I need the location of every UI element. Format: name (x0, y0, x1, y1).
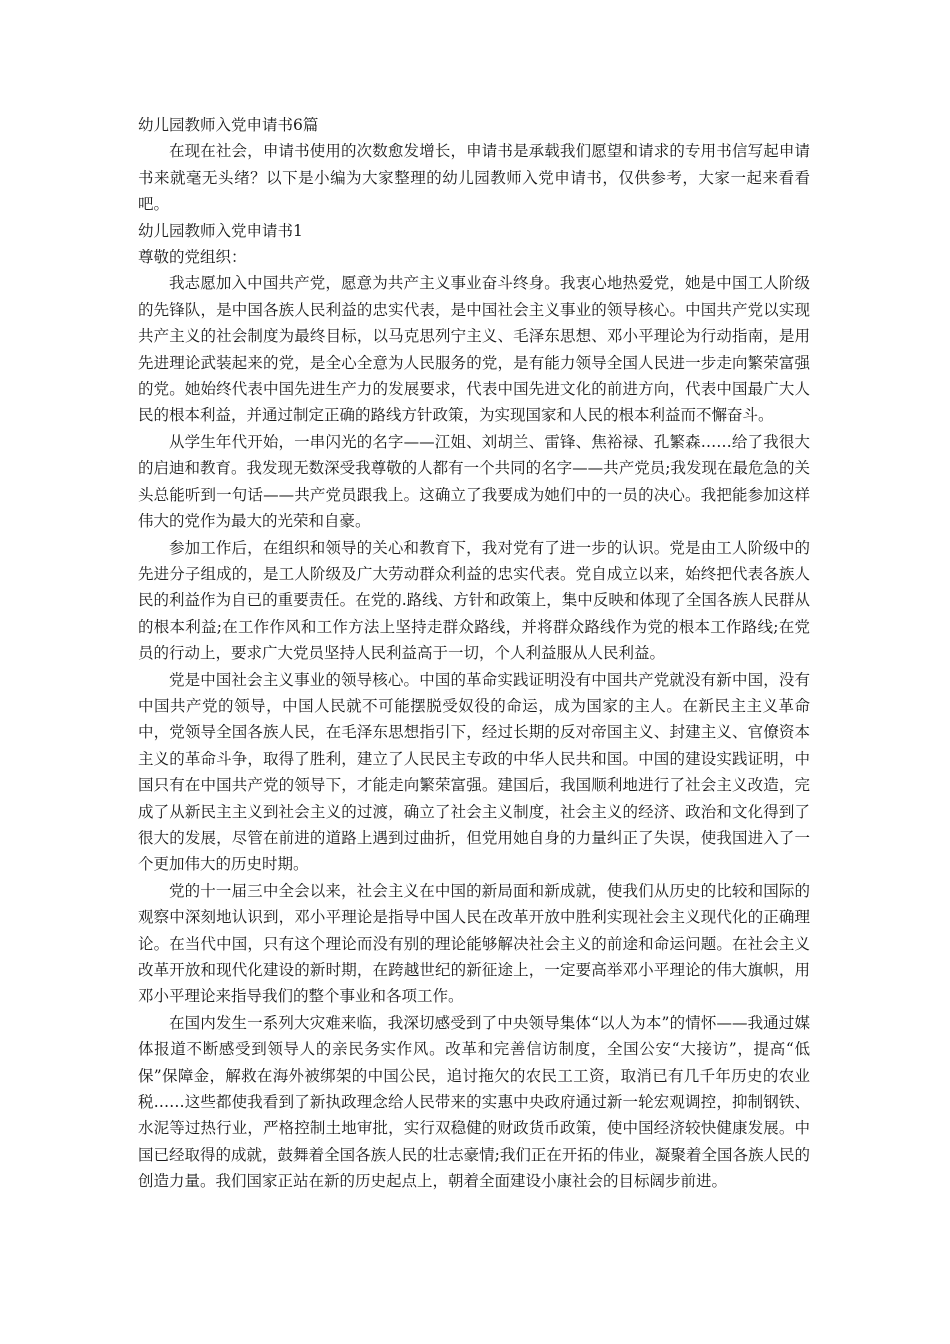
body-paragraph-6: 在国内发生一系列大灾难来临，我深切感受到了中央领导集体“以人为本”的情怀——我通过媒体报道不断感受到领导人的亲民务实作风。改革和完善信访制度，全国公安“大接访”，提高“低保”保障金，解救在海外被绑架的中国公民，追讨拖欠的农民工工资，取消已有几千年历史的农业税……这些都使我看到了新执政理念给人民带来的实惠中央政府通过新一轮宏观调控，抑制钢铁、水泥等过热行业，严格控制土地审批，实行双稳健的财政货币政策，使中国经济较快健康发展。中国已经取得的成就，鼓舞着全国各族人民的壮志豪情;我们正在开拓的伟业，凝聚着全国各族人民的创造力量。我们国家正站在新的历史起点上，朝着全面建设小康社会的目标阔步前进。 (138, 1013, 810, 1191)
body-paragraph-2: 从学生年代开始，一串闪光的名字——江姐、刘胡兰、雷锋、焦裕禄、孔繁森……给了我很大的启迪和教育。我发现无数深受我尊敬的人都有一个共同的名字——共产党员;我发现在最危急的关头总能听到一句话——共产党员跟我上。这确立了我要成为她们中的一员的决心。我把能参加这样伟大的党作为最大的光荣和自豪。 (138, 432, 810, 531)
document-body (138, 112, 810, 1195)
intro-paragraph: 在现在社会，申请书使用的次数愈发增长，申请书是承载我们愿望和请求的专用书信写起申请书来就毫无头绪？以下是小编为大家整理的幼儿园教师入党申请书，仅供参考，大家一起来看看吧。 (138, 142, 810, 214)
document-title: 幼儿园教师入党申请书6篇 (138, 116, 319, 134)
section-heading: 幼儿园教师入党申请书1 (138, 221, 303, 240)
body-paragraph-4: 党是中国社会主义事业的领导核心。中国的革命实践证明没有中国共产党就没有新中国，没有中国共产党的领导，中国人民就不可能摆脱受奴役的命运，成为国家的主人。在新民主主义革命中，党领导全国各族人民，在毛泽东思想指引下，经过长期的反对帝国主义、封建主义、官僚资本主义的革命斗争，取得了胜利，建立了人民民主专政的中华人民共和国。中国的建设实践证明，中国只有在中国共产党的领导下，才能走向繁荣富强。建国后，我国顺利地进行了社会主义改造，完成了从新民主主义到社会主义的过渡，确立了社会主义制度，社会主义的经济、政治和文化得到了很大的发展，尽管在前进的道路上遇到过曲折，但党用她自身的力量纠正了失误，使我国进入了一个更加伟大的历史时期。 (138, 670, 810, 874)
body-paragraph-3: 参加工作后，在组织和领导的关心和教育下，我对党有了进一步的认识。党是由工人阶级中的先进分子组成的，是工人阶级及广大劳动群众利益的忠实代表。党自成立以来，始终把代表各族人民的利益作为自已的重要责任。在党的.路线、方针和政策上，集中反映和体现了全国各族人民群从的根本利益;在工作作风和工作方法上坚持走群众路线，并将群众路线作为党的根本工作路线;在党员的行动上，要求广大党员坚持人民利益高于一切，个人利益服从人民利益。 (138, 538, 810, 663)
body-paragraph-1: 我志愿加入中国共产党，愿意为共产主义事业奋斗终身。我衷心地热爱党，她是中国工人阶级的先锋队，是中国各族人民利益的忠实代表，是中国社会主义事业的领导核心。中国共产党以实现共产主义的社会制度为最终目标，以马克思列宁主义、毛泽东思想、邓小平理论为行动指南，是用先进理论武装起来的党，是全心全意为人民服务的党，是有能力领导全国人民进一步走向繁荣富强的党。她始终代表中国先进生产力的发展要求，代表中国先进文化的前进方向，代表中国最广大人民的根本利益，并通过制定正确的路线方针政策，为实现国家和人民的根本利益而不懈奋斗。 (138, 274, 810, 425)
body-paragraph-5: 党的十一届三中全会以来，社会主义在中国的新局面和新成就，使我们从历史的比较和国际的观察中深刻地认识到，邓小平理论是指导中国人民在改革开放中胜利实现社会主义现代化的正确理论。在当代中国，只有这个理论而没有别的理论能够解决社会主义的前途和命运问题。在社会主义改革开放和现代化建设的新时期，在跨越世纪的新征途上，一定要高举邓小平理论的伟大旗帜，用邓小平理论来指导我们的整个事业和各项工作。 (138, 881, 810, 1006)
salutation: 尊敬的党组织： (138, 248, 247, 267)
